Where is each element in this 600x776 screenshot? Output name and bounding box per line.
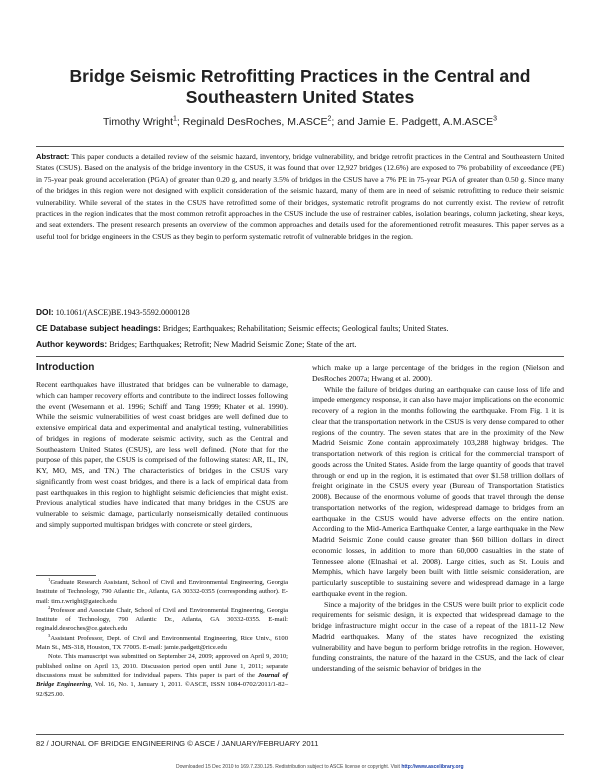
abstract-text: This paper conducts a detailed review of the seismic hazard, inventory, bridge vulnerability, and bridge retrofit practices in the Central and Southeastern United States (CSUS). Based on the analysis of the bridge inventory in the CSUS, it was found that over 12,927 bridges (12.6%) are exposed to 7% probability of exceedance (PE) in 75-year peak ground acceleration (PGA) of greater than 0.20 g, and nearly 3.5% of bridges in the CSUS have a 7% PE in 75-year PGA of greater than 0.50 g. Since many of the bridges in this region were not designed with explicit consideration of the seismic hazard, many of them are in need of seismic retrofitting to reduce their seismic vulnerability. While several of the states in the CSUS have retrofitted some of their bridges, systematic retrofit programs do not currently exist. The review of retrofit practices in the region indicates that the most common retrofit approaches in the CSUS include the use of restrainer cables, isolation bearings, column jacketing, shear keys, and seat extenders. The present research presents an overview of the common approaches and details used for the aforementioned retrofit measures. This paper serves as a useful tool for bridge engineers in the CSUS as they begin to perform systematic retrofit of vulnerable bridges in the region. — [36, 152, 564, 241]
left-paragraph-1: Recent earthquakes have illustrated that bridges can be vulnerable to damage, which can hamper recovery efforts and contribute to the indirect losses following the event (Wesemann et al. 1996; Schiff and Tang 1999; Khater et al. 1990). While the seismic vulnerabilities of west coast bridges are well defined due to extensive empirical data and experimental and analytical testing, vulnerabilities of bridges in regions of moderate seismic activity, such as the Central and Southeastern United States (CSUS), are less well defined. (Note that for the purpose of this paper, the CSUS is comprised of the following states: AR, IL, IN, KY, MO, MS, and TN.) The characteristics of bridges in the CSUS vary significantly from west coast bridges, and there is a lack of empirical data from past earthquakes in this region to highlight seismic deficiencies that might exist. Previous analytical studies have indicated that many bridges in the CSUS are vulnerable to seismic damage, particularly nonseismically detailed continuous and simply supported multispan bridges with concrete or steel girders, — [36, 380, 288, 529]
download-notice — [176, 764, 464, 770]
author-1-sup: 1 — [173, 115, 177, 123]
footnote-1-sup: 1 — [48, 576, 51, 582]
author-2-sup: 2 — [327, 115, 332, 123]
author-1: Timothy Wright — [103, 116, 174, 128]
footnote-3: Assistant Professor, Dept. of Civil and Environmental Engineering, Rice Univ., 6100 Main St., MS-318, Houston, TX 77005. E-mail: jamie.padgett@rice.edu — [36, 634, 288, 652]
footnote-1: Graduate Research Assistant, School of Civil and Environmental Engineering, Georgia Institute of Technology, 790 Atlantic Dr., Atlanta, GA 30332-0355 (corresponding author). E-mail: tim.r.wright@gatech.edu — [36, 579, 288, 605]
download-text: Downloaded 15 Dec 2010 to 169.7.230.125. Redistribution subject to ASCE license or copyright. Visit — [176, 764, 402, 770]
footnote-2: Professor and Associate Chair, School of Civil and Environmental Engineering, Georgia Institute of Technology, 790 Atlantic Dr., Atlanta, GA 30332-0355. E-mail: reginald.desroches@ce.gatech.edu — [36, 606, 288, 633]
paper-title: Bridge Seismic Retrofitting Practices in the Central and Southeastern United States — [69, 66, 531, 107]
page-footer: 82 / JOURNAL OF BRIDGE ENGINEERING © ASCE / JANUARY/FEBRUARY 2011 — [36, 739, 319, 748]
journal-name: Journal of Bridge Engineering — [36, 671, 288, 689]
author-sep-2: ; and — [331, 116, 358, 128]
footnotes — [36, 578, 288, 699]
ce-headings-label: CE Database subject headings: — [36, 323, 161, 333]
doi-value: 10.1061/(ASCE)BE.1943-5592.0000128 — [53, 308, 190, 317]
author-sep-1: ; — [176, 116, 183, 128]
manuscript-note: Note. This manuscript was submitted on September 24, 2009; approved on April 9, 2010; published online on April 13, 2010. Discussion period open until June 1, 2011; separate discussions must be submitted for individual papers. This paper is part of the — [36, 653, 288, 679]
author-2: Reginald DesRoches, M.ASCE — [182, 116, 328, 128]
abstract — [36, 151, 564, 242]
footer-rule — [36, 734, 564, 735]
right-paragraph-1: which make up a large percentage of the bridges in the region (Nielson and DesRoches 2007a; Hwang et al. 2000). — [312, 363, 564, 383]
abstract-top-rule — [36, 146, 564, 147]
manuscript-note-end: , Vol. 16, No. 1, January 1, 2011. ©ASCE, ISSN 1084-0702/2011/1-82–92/$25.00. — [36, 681, 288, 698]
doi-label: DOI: — [36, 307, 54, 317]
abstract-label: Abstract: — [36, 152, 70, 161]
ascelibrary-link[interactable]: http://www.ascelibrary.org — [401, 764, 464, 770]
ce-headings-value: Bridges; Earthquakes; Rehabilitation; Seismic effects; Geological faults; United States. — [160, 324, 449, 333]
doi-line — [36, 307, 564, 317]
author-3-sup: 3 — [493, 115, 497, 123]
keywords-label: Author keywords: — [36, 339, 108, 349]
left-column — [36, 380, 288, 531]
keywords-line — [36, 339, 564, 349]
author-3: Jamie E. Padgett, A.M.ASCE — [357, 116, 494, 128]
author-line — [40, 116, 560, 128]
right-column — [312, 363, 564, 675]
footnote-rule — [36, 575, 96, 576]
keywords-bottom-rule — [36, 356, 564, 357]
footnote-2-sup: 2 — [48, 604, 51, 610]
right-paragraph-3: Since a majority of the bridges in the CSUS were built prior to explicit code requirements for seismic design, it is expected that widespread damage to the bridge infrastructure might occur in the case of a repeat of the 1811-12 New Madrid earthquakes. Many of the states have recognized the existing vulnerability and have begun to perform bridge retrofits in the region. However, funding constraints, the nature of the hazard in the CSUS, and the lack of clear understanding of the seismic behavior of bridges in the — [312, 599, 564, 673]
keywords-value: Bridges; Earthquakes; Retrofit; New Madrid Seismic Zone; State of the art. — [107, 340, 357, 349]
section-heading: Introduction — [36, 362, 95, 373]
footnote-3-sup: 3 — [48, 632, 51, 638]
right-paragraph-2: While the failure of bridges during an earthquake can cause loss of life and impede emergency response, it can also have major implications on the economic recovery of a region in the months following the earthquake. From Fig. 1 it is clear that the transportation network in the CSUS is very dense compared to other regions of the country. The seven states that are in the proximity of the New Madrid Seismic Zone contain approximately 103,288 highway bridges. The transportation network of this region is critical for the commercial transport of goods across the United States. Aside from the large quantity of goods that travel through or end up in the region, it is estimated that over $1.58 trillion dollars of freight originate in the CSUS every year (Bureau of Transportation Statistics 2008). Because of the enormous volume of goods that travel through the dense transportation networks of the region, widespread damage to bridges from an earthquake in the CSUS would have adverse effects on the entire nation. According to the Mid-America Earthquake Center, a large earthquake in the New Madrid Seismic Zone could cause greater than $60 billion dollars in direct economic losses, in addition to more than 60,000 casualties in the state of Tennessee alone (Elnashai et al. 2008). Large cities, such as St. Louis and Memphis, which have largely been built with little seismic consideration, are particularly susceptible to sustaining severe and widespread damage in a large earthquake event in the region. — [312, 384, 564, 598]
ce-headings-line — [36, 323, 564, 333]
